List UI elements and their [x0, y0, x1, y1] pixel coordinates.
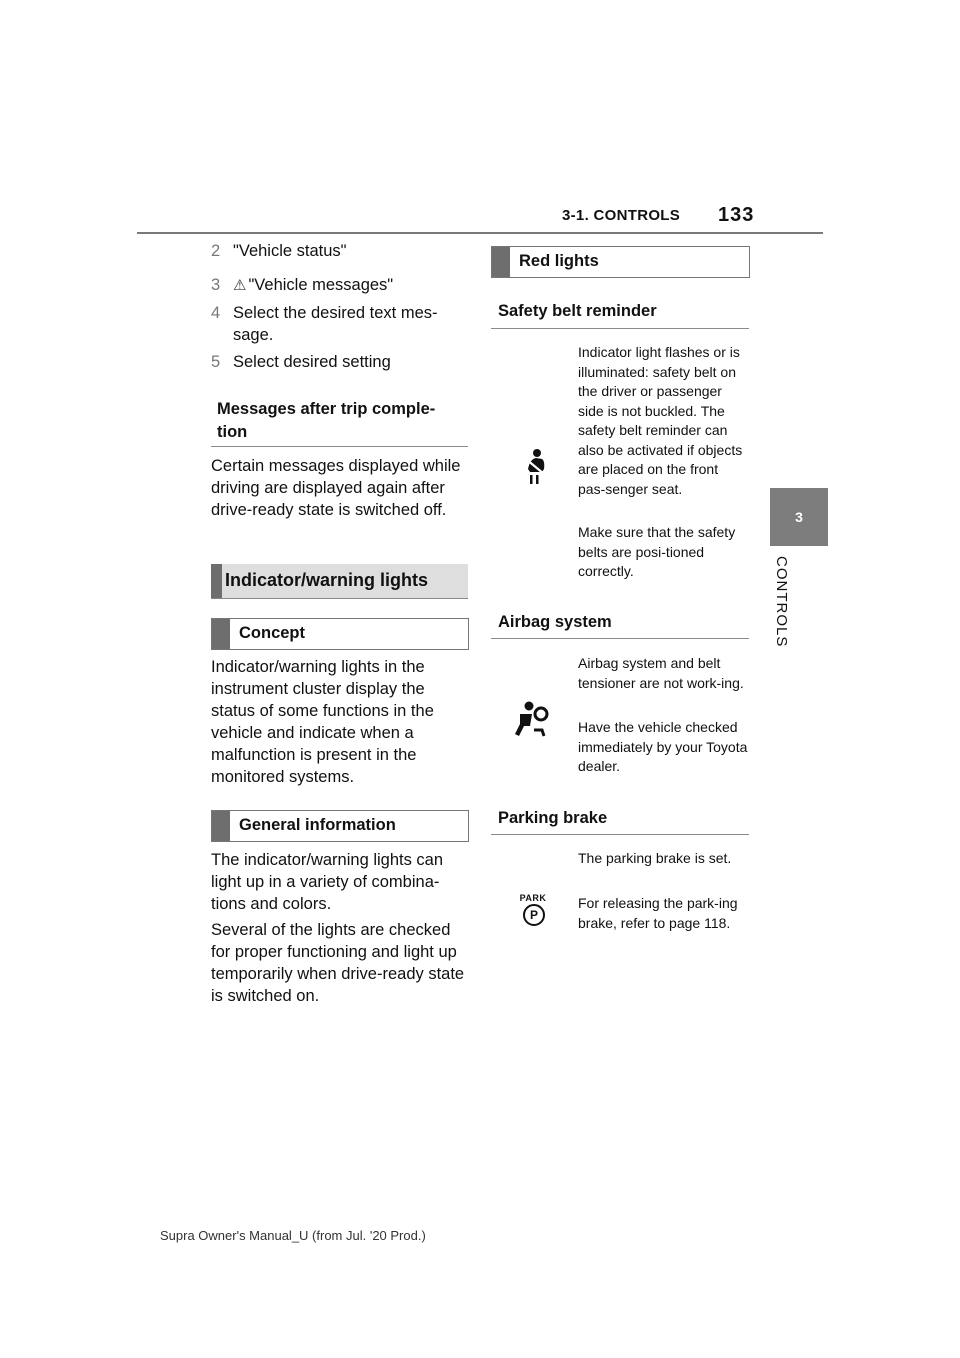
- heading-general-info: General information: [211, 810, 469, 842]
- concept-body: Indicator/warning lights in the instrument cluster display the status of some functions in the vehicle and indicate when a malfunction is present in the monitored systems.: [211, 658, 434, 786]
- chapter-tab-label: CONTROLS: [773, 556, 790, 648]
- heading-safety-belt: Safety belt reminder: [498, 302, 657, 320]
- chapter-tab[interactable]: 3: [770, 488, 828, 546]
- belt-text-1: Indicator light flashes or is illuminated: safety belt on the driver or passenger side is not buckled. The safety belt reminder can also be activated if objects are placed on the front pas-senger seat.: [578, 344, 743, 497]
- airbag-text-1: Airbag system and belt tensioner are not work-ing.: [578, 655, 744, 691]
- divider: [491, 328, 749, 329]
- page-number: 133: [718, 204, 755, 226]
- header-divider: [137, 232, 823, 234]
- airbag-text-2: Have the vehicle checked immediately by your Toyota dealer.: [578, 719, 748, 774]
- step-item: 4 Select the desired text mes-sage.: [211, 304, 438, 344]
- heading-indicator-lights: Indicator/warning lights: [211, 564, 468, 599]
- parking-text-2: For releasing the park-ing brake, refer to page 118.: [578, 895, 738, 931]
- warning-triangle-icon: ⚠: [233, 277, 247, 294]
- step-item: 3 ⚠ "Vehicle messages": [211, 276, 394, 294]
- messages-body: Certain messages displayed while driving are displayed again after drive-ready state is switched off.: [211, 457, 461, 519]
- divider: [491, 834, 749, 835]
- parking-text-1: The parking brake is set.: [578, 850, 732, 866]
- park-brake-icon: PARK P: [518, 893, 548, 925]
- step-item: 2 "Vehicle status": [211, 242, 347, 260]
- divider: [491, 638, 749, 639]
- step-item: 5 Select desired setting: [211, 353, 391, 371]
- belt-text-2: Make sure that the safety belts are posi-tioned correctly.: [578, 524, 736, 579]
- airbag-icon: [512, 700, 552, 738]
- heading-concept: Concept: [211, 618, 469, 650]
- general-body-1: The indicator/warning lights can light up in a variety of combina-tions and colors.: [211, 851, 444, 913]
- heading-red-lights: Red lights: [491, 246, 750, 278]
- footer-manual-title: Supra Owner's Manual_U (from Jul. '20 Prod.): [160, 1228, 426, 1243]
- heading-messages: Messages after trip comple-tion: [217, 400, 436, 441]
- seatbelt-icon: [516, 447, 552, 487]
- heading-parking-brake: Parking brake: [498, 809, 608, 827]
- section-title: 3-1. CONTROLS: [562, 207, 681, 224]
- divider: [211, 446, 468, 447]
- heading-airbag: Airbag system: [498, 613, 612, 631]
- general-body-2: Several of the lights are checked for proper functioning and light up temporarily when drive-ready state is switched on.: [211, 921, 465, 1005]
